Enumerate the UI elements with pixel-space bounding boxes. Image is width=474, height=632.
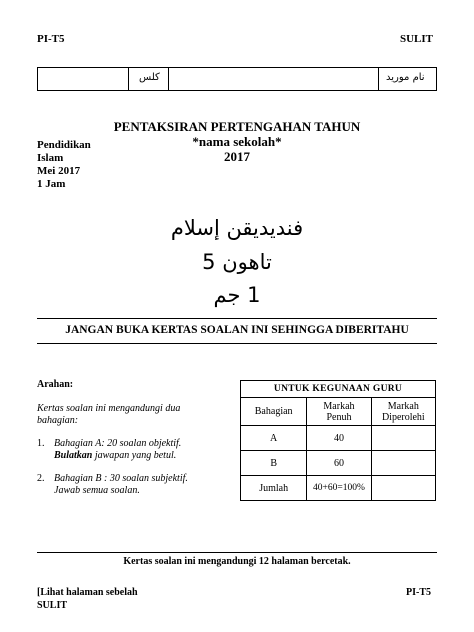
instruction-text-rest: Jawab semua soalan. <box>54 485 140 496</box>
table-title: UNTUK KEGUNAAN GURU <box>241 381 436 398</box>
col-header-part: Bahagian <box>241 398 307 426</box>
school-name: *nama sekolah* <box>192 134 282 149</box>
cell-part: Jumlah <box>241 476 307 501</box>
exam-title: PENTAKSIRAN PERTENGAHAN TAHUN <box>113 119 361 134</box>
cell-full: 40 <box>307 426 371 451</box>
cell-part: B <box>241 451 307 476</box>
instructions-heading: Arahan: <box>37 379 74 390</box>
table-row <box>241 476 436 501</box>
warning-text: JANGAN BUKA KERTAS SOALAN INI SEHINGGA DIBERITAHU <box>65 324 409 336</box>
class-label: كلس <box>139 72 160 83</box>
exam-date: Mei 2017 <box>37 165 81 177</box>
col-header-full: Markah Penuh <box>307 398 371 426</box>
jawi-year: تاهون 5 <box>202 250 272 274</box>
cell-obtained[interactable] <box>371 426 435 451</box>
next-page-note: [Lihat halaman sebelah <box>37 587 138 598</box>
exam-year: 2017 <box>224 149 250 164</box>
exam-duration: 1 Jam <box>37 178 66 190</box>
table-row <box>241 426 436 451</box>
divider-bottom <box>37 343 437 344</box>
subject-line-1: Pendidikan <box>37 139 91 151</box>
divider-footer <box>37 552 437 553</box>
cell-part: A <box>241 426 307 451</box>
paper-code: PI-T5 <box>37 33 65 45</box>
table-header-row <box>241 398 436 426</box>
footer-classification: SULIT <box>37 600 68 611</box>
instruction-number: 2. <box>37 473 45 484</box>
class-label-cell <box>128 68 168 90</box>
teacher-use-table <box>240 380 436 501</box>
jawi-subject: فنديديقن إسلام <box>170 216 304 240</box>
page-count-note: Kertas soalan ini mengandungi 12 halaman bercetak. <box>123 556 351 567</box>
cell-full: 60 <box>307 451 371 476</box>
table-title-row <box>241 381 436 398</box>
table-row <box>241 451 436 476</box>
jawi-duration: 1 جم <box>213 283 261 307</box>
instruction-text-plain: Bahagian A: 20 soalan objektif. <box>54 438 182 449</box>
name-label-cell <box>378 68 438 90</box>
classification-label: SULIT <box>400 33 434 45</box>
cell-obtained[interactable] <box>371 476 435 501</box>
col-header-obtained: Markah Diperolehi <box>371 398 435 426</box>
footer-code: PI-T5 <box>406 587 431 598</box>
cell-obtained[interactable] <box>371 451 435 476</box>
instruction-text-plain: Bahagian B : 30 soalan subjektif. <box>54 473 188 484</box>
instruction-text-bold: Bulatkan <box>54 450 93 461</box>
name-field[interactable] <box>168 68 413 90</box>
instructions-intro: Kertas soalan ini mengandungi dua bahagian: <box>37 403 181 426</box>
instruction-text <box>54 473 239 497</box>
instruction-number: 1. <box>37 438 45 449</box>
divider-top <box>37 318 437 319</box>
name-label: نام موريد <box>386 72 425 83</box>
instruction-text-rest: jawapan yang betul. <box>92 450 177 461</box>
subject-line-2: Islam <box>37 152 64 164</box>
instruction-text <box>54 438 239 462</box>
cell-full: 40+60=100% <box>307 476 371 501</box>
student-info-box <box>37 67 437 91</box>
